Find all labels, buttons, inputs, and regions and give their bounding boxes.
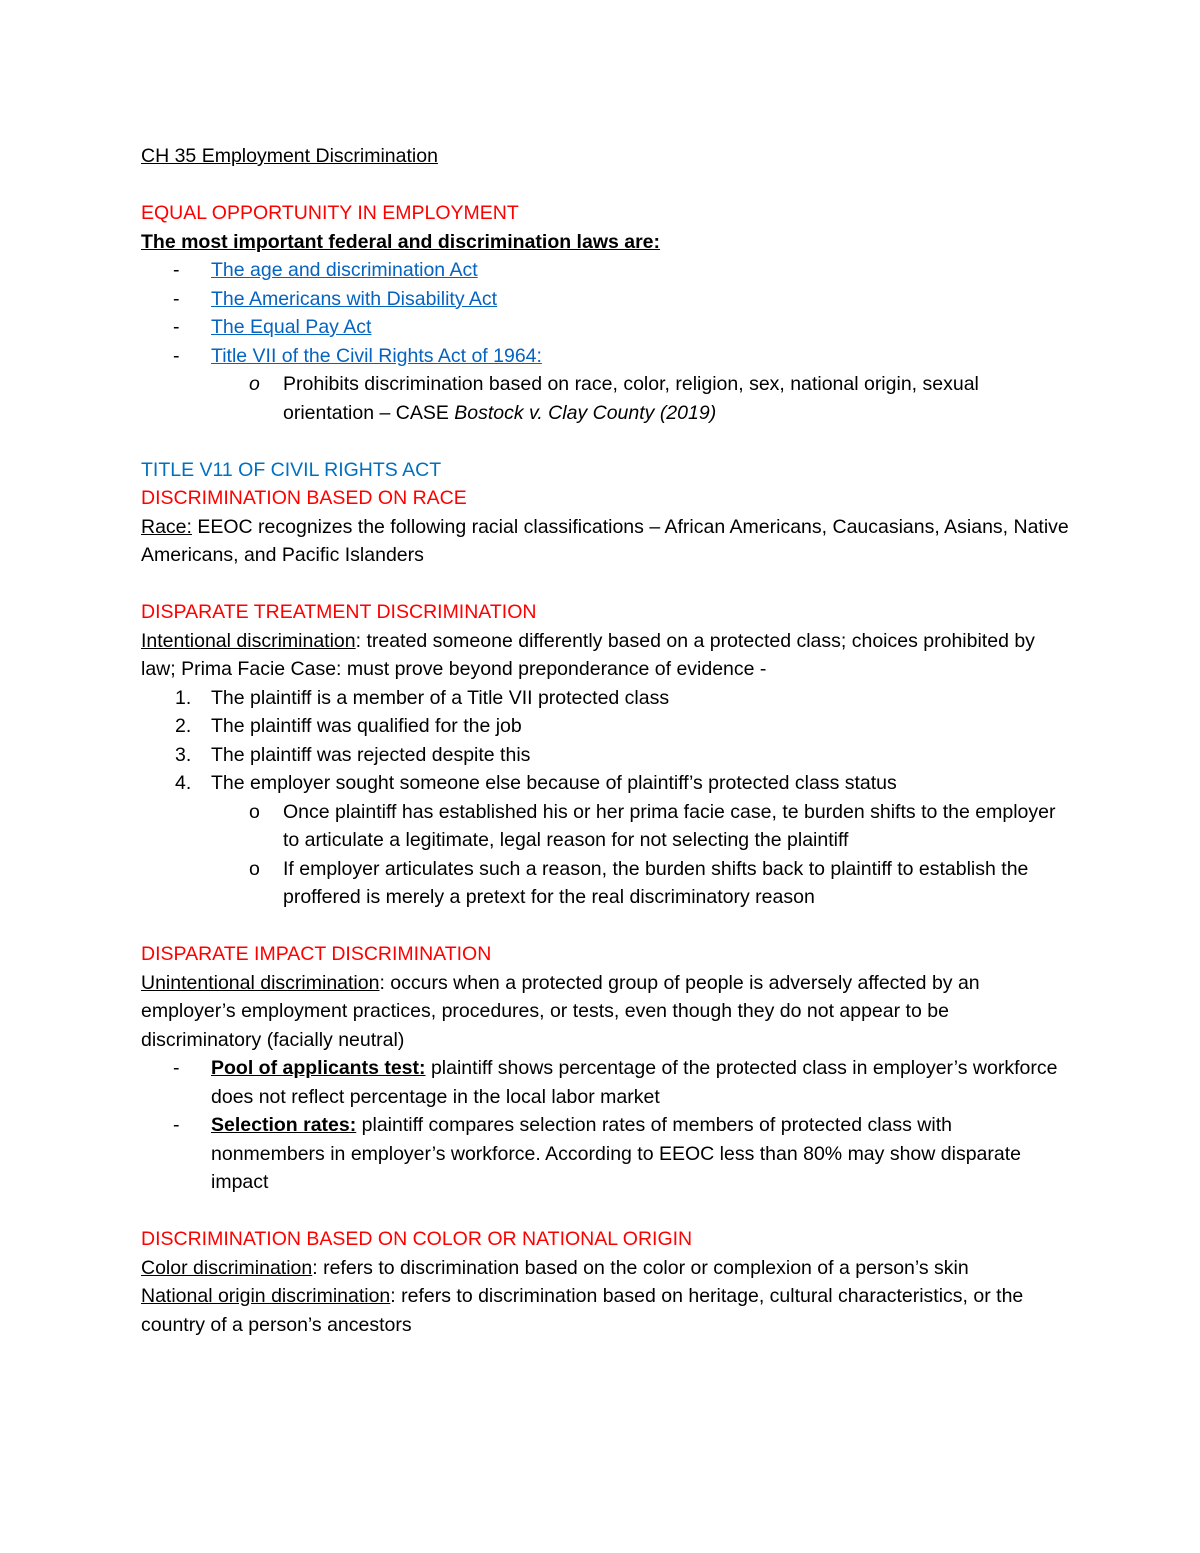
- document-title: CH 35 Employment Discrimination: [141, 145, 438, 167]
- unintentional-paragraph: Unintentional discrimination: occurs when a protected group of people is adversely affected by an employer’s employment practices, procedures, or tests, even though they do not appear to be discriminatory (facially neutral): [141, 971, 980, 1051]
- impact-test-term: Selection rates:: [211, 1114, 357, 1136]
- race-paragraph: Race: EEOC recognizes the following racial classifications – African Americans, Caucasians, Asians, Native Americans, and Pacific Islanders: [141, 515, 1069, 566]
- heading-disparate-impact: DISPARATE IMPACT DISCRIMINATION: [141, 943, 492, 965]
- law-item: [141, 313, 1071, 342]
- law-item: [141, 342, 1071, 371]
- dash-bullet-icon: -: [173, 1114, 180, 1136]
- origin-term: National origin discrimination: [141, 1285, 391, 1307]
- heading-title-v11: TITLE V11 OF CIVIL RIGHTS ACT: [141, 458, 442, 481]
- title-vii-note-text: Prohibits discrimination based on race, color, religion, sex, national origin, sexual orientation – CASE: [283, 373, 979, 424]
- heading-equal-opportunity: EQUAL OPPORTUNITY IN EMPLOYMENT: [141, 202, 519, 224]
- laws-intro: The most important federal and discrimination laws are:: [141, 230, 661, 253]
- dash-bullet-icon: -: [173, 1057, 180, 1079]
- law-item: [141, 285, 1071, 314]
- numbered-item: 1. The plaintiff is a member of a Title VII protected class: [175, 686, 670, 709]
- document-body: [141, 142, 1071, 1339]
- law-link-ada[interactable]: The Americans with Disability Act: [211, 287, 498, 310]
- impact-test-term: Pool of applicants test:: [211, 1057, 426, 1079]
- impact-test-item: - Pool of applicants test: plaintiff shows percentage of the protected class in employer’s workforce does not reflect percentage in the local labor market: [141, 1054, 1071, 1111]
- circle-bullet-icon: o: [249, 800, 260, 823]
- heading-disparate-treatment: DISPARATE TREATMENT DISCRIMINATION: [141, 601, 537, 623]
- intentional-paragraph: Intentional discrimination: treated someone differently based on a protected class; choices prohibited by law; Prima Facie Case: must prove beyond preponderance of evidence -: [141, 629, 1035, 680]
- impact-test-item: - Selection rates: plaintiff compares selection rates of members of protected class with nonmembers in employer’s workforce. According to EEOC less than 80% may show disparate impact: [141, 1111, 1071, 1197]
- law-link-age[interactable]: The age and discrimination Act: [211, 259, 478, 281]
- numbered-item: 2. The plaintiff was qualified for the job: [175, 715, 522, 737]
- numbered-item: 3. The plaintiff was rejected despite this: [175, 743, 531, 766]
- intentional-term: Intentional discrimination: [141, 629, 356, 652]
- origin-paragraph: National origin discrimination: refers to discrimination based on heritage, cultural characteristics, or the country of a person’s ancestors: [141, 1285, 1024, 1336]
- unintentional-term: Unintentional discrimination: [141, 971, 380, 994]
- burden-note: o Once plaintiff has established his or her prima facie case, te burden shifts to the employer to articulate a legitimate, legal reason for not selecting the plaintiff: [141, 798, 1071, 855]
- race-term: Race:: [141, 515, 192, 538]
- title-vii-note: [141, 370, 1071, 427]
- color-paragraph: Color discrimination: refers to discrimination based on the color or complexion of a person’s skin: [141, 1256, 969, 1279]
- circle-bullet-icon: o: [249, 373, 260, 395]
- law-link-equal-pay[interactable]: The Equal Pay Act: [211, 316, 372, 338]
- numbered-item: 4. The employer sought someone else because of plaintiff’s protected class status: [175, 772, 897, 794]
- law-link-title-vii[interactable]: Title VII of the Civil Rights Act of 1964:: [211, 344, 542, 367]
- dash-bullet-icon: -: [173, 344, 180, 367]
- burden-note: o If employer articulates such a reason, the burden shifts back to plaintiff to establish the proffered is merely a pretext for the real discriminatory reason: [141, 855, 1071, 912]
- law-item: [141, 256, 1071, 285]
- color-term: Color discrimination: [141, 1256, 313, 1279]
- dash-bullet-icon: -: [173, 287, 180, 310]
- circle-bullet-icon: o: [249, 857, 260, 880]
- heading-color-origin: DISCRIMINATION BASED ON COLOR OR NATIONAL ORIGIN: [141, 1228, 693, 1250]
- dash-bullet-icon: -: [173, 316, 180, 338]
- case-citation: Bostock v. Clay County (2019): [454, 401, 717, 424]
- heading-race: DISCRIMINATION BASED ON RACE: [141, 487, 467, 509]
- dash-bullet-icon: -: [173, 259, 180, 281]
